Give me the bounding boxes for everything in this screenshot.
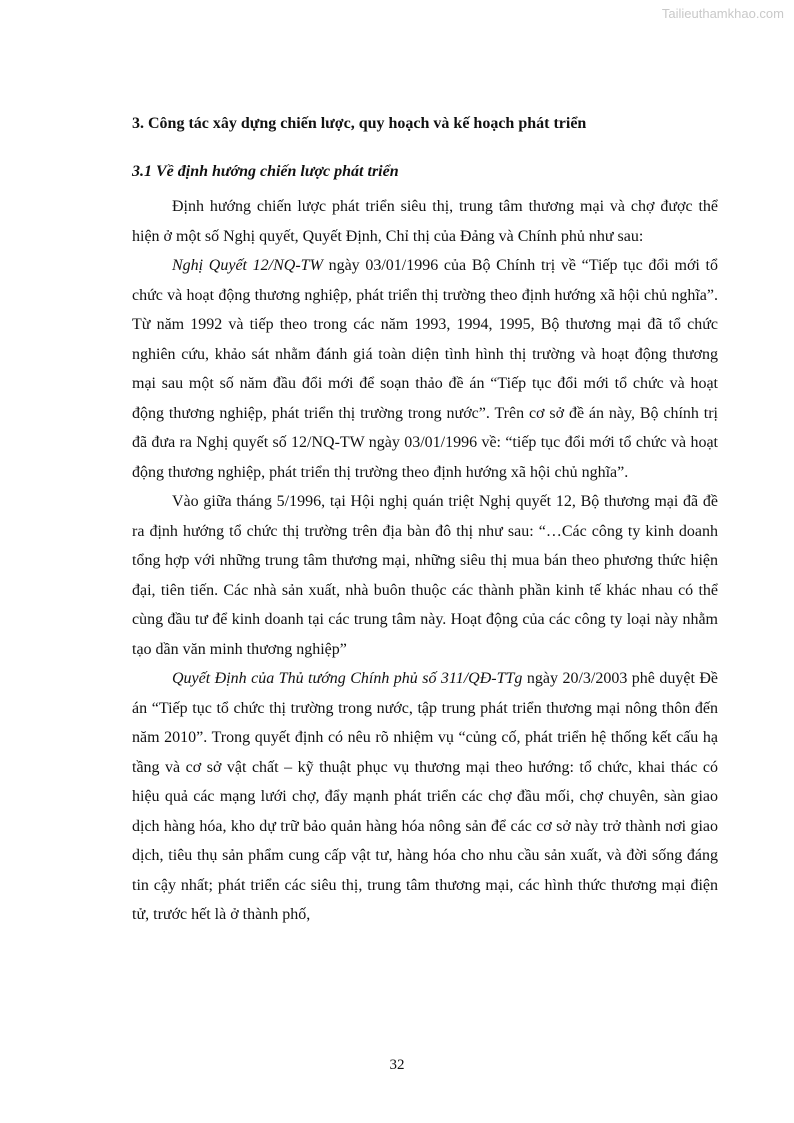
paragraph-2-body: ngày 03/01/1996 của Bộ Chính trị về “Tiếp tục đổi mới tổ chức và hoạt động thương nghiệp, phát triển thị trường theo định hướng xã hội chủ nghĩa”. Từ năm 1992 và tiếp theo trong các năm 1993, 1994, 1995, Bộ thương mại đã tổ chức nghiên cứu, khảo sát nhằm đánh giá toàn diện tình hình thị trường và hoạt động thương mại sau một số năm đầu đổi mới để soạn thảo đề án “Tiếp tục đổi mới tổ chức và hoạt động thương nghiệp, phát triển thị trường trong nước”. Trên cơ sở đề án này, Bộ chính trị đã đưa ra Nghị quyết số 12/NQ-TW ngày 03/01/1996 về: “tiếp tục đổi mới tổ chức và hoạt động thương nghiệp, phát triển thị trường theo định hướng xã hội chủ nghĩa”. bbox=[132, 257, 719, 481]
page-number: 32 bbox=[389, 1057, 405, 1073]
paragraph-3: Vào giữa tháng 5/1996, tại Hội nghị quán triệt Nghị quyết 12, Bộ thương mại đã đề ra định hướng tổ chức thị trường trên địa bàn đô thị như sau: “…Các công ty kinh doanh tổng hợp với những trung tâm thương mại, những siêu thị mua bán theo phương thức hiện đại, tiên tiến. Các nhà sản xuất, nhà buôn thuộc các thành phần kinh tế khác nhau có thể cùng đầu tư để kinh doanh tại các trung tâm này. Hoạt động của các công ty loại này nhằm tạo dần văn minh thương nghiệp” bbox=[132, 493, 718, 658]
subsection-heading: 3.1 Về định hướng chiến lược phát triển bbox=[132, 163, 399, 180]
paragraph-4-title: Quyết Định của Thủ tướng Chính phủ số 311/QĐ-TTg bbox=[172, 670, 523, 687]
watermark: Tailieuthamkhao.com bbox=[661, 6, 784, 21]
paragraph-1: Định hướng chiến lược phát triển siêu thị, trung tâm thương mại và chợ được thể hiện ở một số Nghị quyết, Quyết Định, Chỉ thị của Đảng và Chính phủ như sau: bbox=[132, 198, 718, 245]
paragraph-4 bbox=[132, 664, 718, 930]
paragraph-4-body: ngày 20/3/2003 phê duyệt Đề án “Tiếp tục tổ chức thị trường trong nước, tập trung phát triển thương mại nông thôn đến năm 2010”. Trong quyết định có nêu rõ nhiệm vụ “củng cố, phát triển hệ thống kết cấu hạ tầng và cơ sở vật chất – kỹ thuật phục vụ thương mại theo hướng: tổ chức, khai thác có hiệu quả các mạng lưới chợ, đẩy mạnh phát triển các chợ đầu mối, chợ chuyên, sàn giao dịch hàng hóa, kho dự trữ bảo quản hàng hóa nông sản để các cơ sở này trở thành nơi giao dịch, tiêu thụ sản phẩm cung cấp vật tư, hàng hóa cho nhu cầu sản xuất, và đời sống đáng tin cậy nhất; phát triển các siêu thị, trung tâm thương mại, các hình thức thương mại điện tử, trước hết là ở thành phố, bbox=[132, 670, 719, 923]
paragraph-2-title: Nghị Quyết 12/NQ-TW bbox=[172, 257, 323, 274]
page-content bbox=[132, 112, 718, 930]
section-heading: 3. Công tác xây dựng chiến lược, quy hoạch và kế hoạch phát triển bbox=[132, 115, 587, 132]
paragraph-2 bbox=[132, 251, 718, 487]
